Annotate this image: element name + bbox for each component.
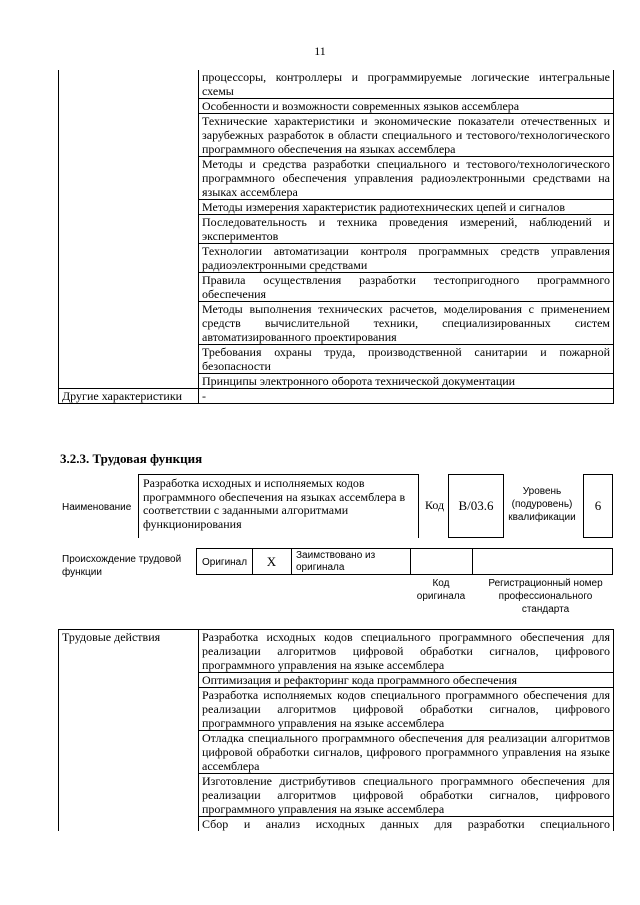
origin-divider	[291, 548, 292, 575]
knowledge-item: Методы измерения характеристик радиотехнических цепей и сигналов	[199, 200, 614, 215]
labor-actions-table	[58, 629, 614, 831]
knowledge-item: Принципы электронного оборота технической документации	[199, 374, 614, 389]
knowledge-item: Методы и средства разработки специального и тестового/технологического программного обеспечения управления радиоэлектронными средствами на языках ассемблера	[199, 157, 614, 200]
knowledge-item: Особенности и возможности современных языков ассемблера	[199, 99, 614, 114]
level-label: Уровень (подуровень) квалификации	[508, 486, 576, 523]
borrowed-label: Заимствовано из оригинала	[296, 550, 376, 573]
knowledge-item: Последовательность и техника проведения измерений, наблюдений и экспериментов	[199, 215, 614, 244]
origin-divider	[410, 548, 411, 575]
other-characteristics-value: -	[199, 389, 614, 404]
original-mark: X	[266, 554, 277, 569]
page-number: 11	[314, 44, 326, 58]
knowledge-item: Технические характеристики и экономические показатели отечественных и зарубежных разработок в области специального и тестового/технологического программного обеспечения на языках ассемблера	[199, 114, 614, 157]
knowledge-item: Требования охраны труда, производственной санитарии и пожарной безопасности	[199, 345, 614, 374]
origin-label: Происхождение трудовой функции	[62, 554, 182, 578]
labor-action-item: Оптимизация и рефакторинг кода программного обеспечения	[199, 673, 614, 688]
labor-action-item: Сбор и анализ исходных данных для разработки специального	[199, 817, 614, 832]
knowledge-table	[58, 70, 614, 404]
origin-code-caption: Код оригинала	[416, 578, 466, 602]
labor-action-item: Разработка исполняемых кодов специального программного обеспечения для реализации алгоритмов цифровой обработки сигналов, цифрового программного управления на языке ассемблера	[199, 688, 614, 731]
function-name-value: Разработка исходных и исполняемых кодов программного обеспечения на языках ассемблера в соответствии с заданными алгоритмами функционирования	[138, 474, 419, 538]
labor-action-item: Разработка исходных кодов специального программного обеспечения для реализации алгоритмов цифровой обработки сигналов, цифрового программного управления на языке ассемблера	[199, 630, 614, 673]
knowledge-item: Методы выполнения технических расчетов, моделирования с применением средств вычислительной техники, специализированных систем автоматизированного проектирования	[199, 302, 614, 345]
section-title: 3.2.3. Трудовая функция	[60, 451, 203, 466]
labor-action-item: Изготовление дистрибутивов специального программного обеспечения для реализации алгоритмов цифровой обработки сигналов, цифрового программного управления на языке ассемблера	[199, 774, 614, 817]
table-row	[59, 630, 614, 673]
table-row	[59, 389, 614, 404]
knowledge-label-cell	[59, 70, 199, 389]
original-label: Оригинал	[202, 557, 248, 568]
function-code-value: B/03.6	[448, 474, 504, 538]
level-value: 6	[583, 474, 613, 538]
registration-number-caption: Регистрационный номер профессионального стандарта	[488, 578, 603, 615]
name-label: Наименование	[62, 502, 132, 513]
other-characteristics-label: Другие характеристики	[59, 389, 199, 404]
code-label: Код	[425, 498, 445, 512]
knowledge-item: Правила осуществления разработки тестопригодного программного обеспечения	[199, 273, 614, 302]
knowledge-item: процессоры, контроллеры и программируемые логические интегральные схемы	[199, 70, 614, 99]
labor-actions-label: Трудовые действия	[59, 630, 199, 832]
labor-action-item: Отладка специального программного обеспечения для реализации алгоритмов цифровой обработки сигналов, цифрового программного управления на языке ассемблера	[199, 731, 614, 774]
knowledge-item: Технологии автоматизации контроля программных средств управления радиоэлектронными средствами	[199, 244, 614, 273]
table-row	[59, 70, 614, 99]
origin-divider	[472, 548, 473, 575]
